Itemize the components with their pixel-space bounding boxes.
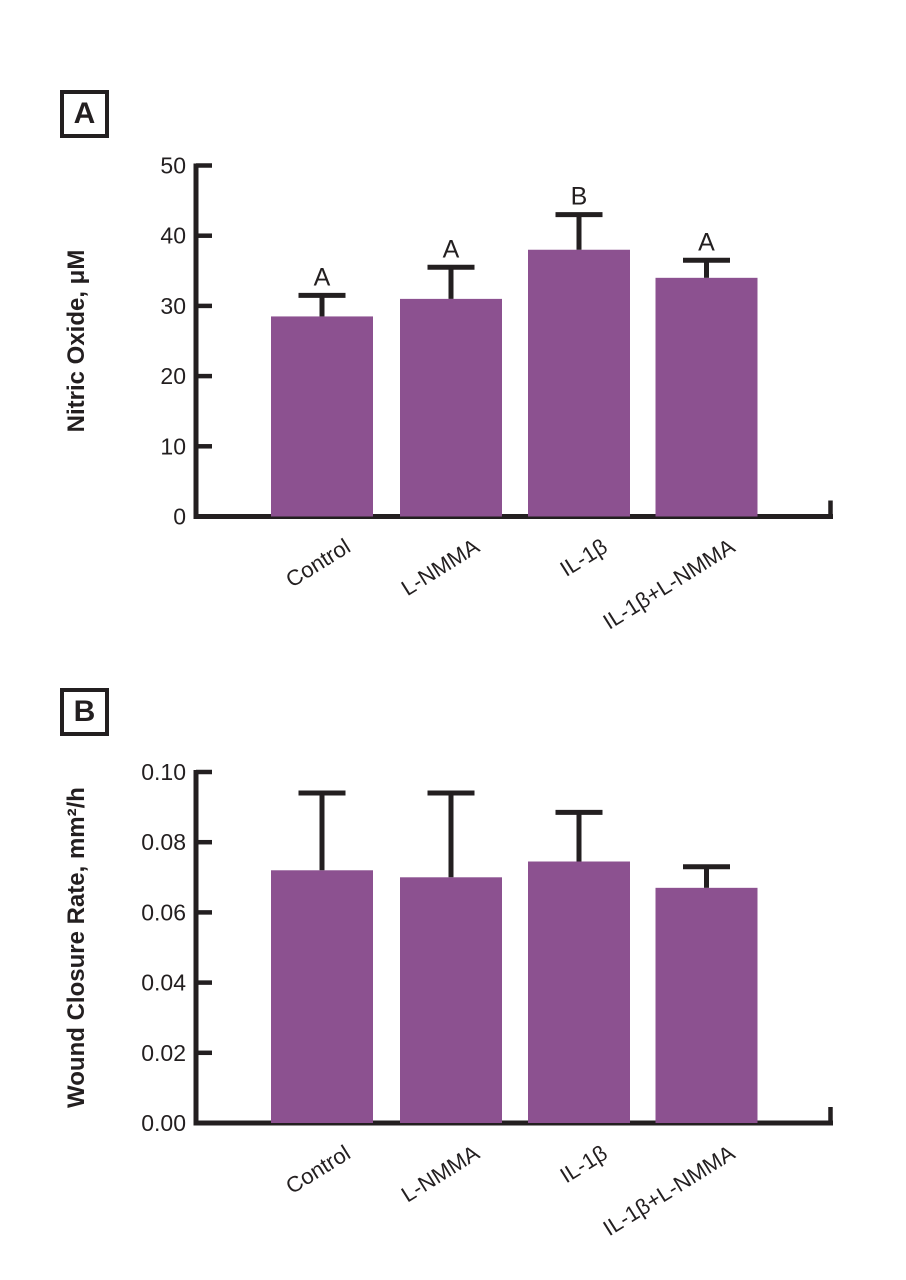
significance-letter: A — [313, 263, 331, 292]
bar — [400, 299, 502, 517]
y-tick-label: 0 — [173, 503, 186, 530]
y-tick-label: 40 — [160, 222, 186, 249]
y-tick-label: 0.00 — [141, 1110, 186, 1136]
y-tick-label: 0.06 — [141, 899, 186, 926]
bar — [271, 870, 373, 1123]
x-tick-label: IL-1β — [555, 533, 612, 582]
bar — [528, 250, 630, 517]
bar — [400, 877, 502, 1123]
x-tick-label: L-NMMA — [396, 533, 484, 601]
x-tick-label: Control — [281, 533, 355, 593]
significance-letter: B — [570, 182, 588, 211]
y-tick-label: 0.02 — [141, 1039, 186, 1066]
x-tick-label: Control — [281, 1140, 355, 1199]
y-tick-label: 10 — [160, 433, 186, 460]
y-tick-label: 50 — [160, 152, 186, 179]
significance-letter: A — [442, 235, 460, 264]
bar — [271, 316, 373, 516]
y-tick-label: 30 — [160, 292, 186, 319]
y-tick-label: 0.10 — [141, 759, 186, 785]
significance-letter: A — [698, 228, 715, 257]
panel-b-label: B — [73, 695, 96, 728]
bar — [656, 888, 758, 1123]
x-tick-label: IL-1β+L-NMMA — [598, 533, 740, 635]
y-tick-label: 20 — [160, 363, 186, 390]
y-axis-title: Nitric Oxide, μM — [63, 249, 90, 433]
x-tick-label: IL-1β — [555, 1140, 612, 1189]
bar — [656, 278, 758, 517]
x-tick-label: IL-1β+L-NMMA — [598, 1140, 740, 1241]
panel-a-label: A — [73, 97, 96, 130]
y-tick-label: 0.04 — [141, 969, 186, 996]
bar — [528, 862, 630, 1123]
x-tick-label: L-NMMA — [396, 1140, 484, 1208]
y-axis-title: Wound Closure Rate, mm²/h — [63, 787, 90, 1108]
y-tick-label: 0.08 — [141, 829, 186, 856]
